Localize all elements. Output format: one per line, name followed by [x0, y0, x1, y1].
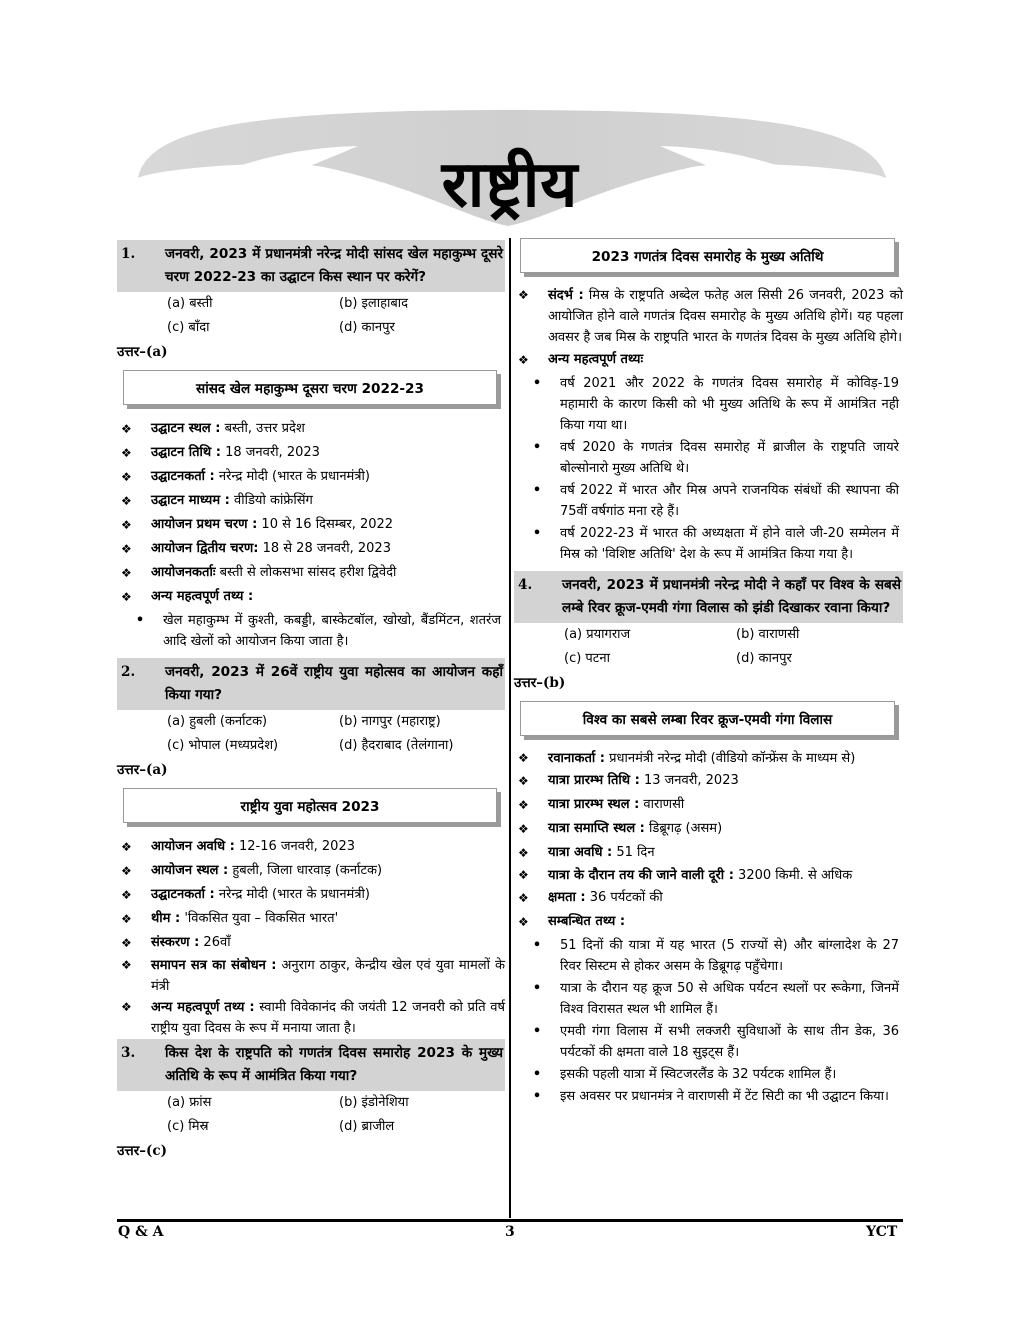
- list-item: ❖ आयोजन स्थल : हुबली, जिला धारवाड़ (कर्नाटक): [117, 859, 505, 883]
- diamond-bullet-icon: ❖: [121, 542, 132, 556]
- question-number: 4.: [518, 577, 533, 593]
- diamond-bullet-icon: ❖: [121, 446, 132, 460]
- list-item: ❖ सम्बन्धित तथ्य :: [514, 910, 903, 934]
- diamond-bullet-icon: ❖: [121, 1000, 132, 1014]
- list-item: ❖ यात्रा प्रारम्भ स्थल : वाराणसी: [514, 793, 903, 817]
- option-a: (a) फ्रांस: [167, 1095, 212, 1110]
- option-c: (c) भोपाल (मध्यप्रदेश): [167, 738, 279, 753]
- option-b: (b) वाराणसी: [736, 627, 800, 642]
- question-4-options: [514, 623, 903, 671]
- question-text: जनवरी, 2023 में प्रधानमंत्री नरेन्द्र मोदी ने कहाँ पर विश्व के सबसे लम्बे रिवर क्रूज-एमवी गंगा विलास को झंडी दिखाकर रवाना किया?: [562, 577, 901, 616]
- dot-bullet-icon: •: [532, 938, 542, 953]
- left-column: [117, 240, 505, 1165]
- list-item: ❖ थीम : 'विकसित युवा – विकसित भारत': [117, 907, 505, 931]
- list-item: ❖ रवानाकर्ता : प्रधानमंत्री नरेन्द्र मोदी (वीडियो कॉन्फ्रेंस के माध्यम से): [514, 748, 903, 769]
- diamond-bullet-icon: ❖: [121, 494, 132, 508]
- list-item: ❖ यात्रा के दौरान तय की जाने वाली दूरी : 3200 किमी. से अधिक: [514, 865, 903, 886]
- option-a: (a) हुबली (कर्नाटक): [167, 714, 268, 729]
- answer: उत्तर–(a): [117, 762, 168, 778]
- sub-bullet: • एमवी गंगा विलास में सभी लक्जरी सुविधाओं के साथ तीन डेक, 36 पर्यटकों की क्षमता वाले 18 सुइट्स हैं।: [514, 1021, 903, 1063]
- dot-bullet-icon: •: [532, 483, 542, 498]
- diamond-bullet-icon: ❖: [518, 915, 529, 929]
- dot-bullet-icon: •: [532, 1024, 542, 1039]
- list-item: ❖ उद्घाटनकर्ता : नरेन्द्र मोदी (भारत के प्रधानमंत्री): [117, 883, 505, 907]
- list-item: ❖ उद्घाटन तिथि : 18 जनवरी, 2023: [117, 441, 505, 465]
- diamond-bullet-icon: ❖: [518, 751, 529, 765]
- dot-bullet-icon: •: [532, 981, 542, 996]
- sub-bullet: • खेल महाकुम्भ में कुश्ती, कबड्डी, बास्केटबॉल, खोखो, बैंडमिंटन, शतरंज आदि खेलों को आयोजन किया जाता है।: [117, 610, 505, 652]
- option-b: (b) इलाहाबाद: [339, 296, 409, 311]
- right-column: [514, 240, 903, 1107]
- list-item: ❖ संदर्भ : मिस्र के राष्ट्रपति अब्देल फतेह अल सिसी 26 जनवरी, 2023 को आयोजित होने वाले गणतंत्र दिवस समारोह के मुख्य अतिथि होगें। यह पहला अवसर है जब मिस्र के राष्ट्रपति भारत के गणतंत्र दिवस के मुख्य अतिथि होगे।: [514, 285, 903, 348]
- diamond-bullet-icon: ❖: [121, 958, 132, 972]
- section-heading: राष्ट्रीय युवा महोत्सव 2023: [123, 788, 497, 823]
- question-number: 2.: [121, 664, 136, 680]
- info-list: [514, 748, 903, 1107]
- question-number: 3.: [121, 1045, 136, 1061]
- answer: उत्तर–(b): [514, 675, 566, 691]
- info-list: [514, 285, 903, 565]
- list-item: ❖ आयोजनकर्ताः बस्ती से लोकसभा सांसद हरीश द्विवेदी: [117, 561, 505, 585]
- question-2-options: [117, 710, 505, 758]
- question-4: [514, 571, 903, 623]
- option-a: (a) प्रयागराज: [564, 627, 631, 642]
- diamond-bullet-icon: ❖: [121, 936, 132, 950]
- sub-bullet: • इसकी पहली यात्रा में स्विटजरलैंड के 32 पर्यटक शामिल हैं।: [514, 1064, 903, 1085]
- sub-bullet: • वर्ष 2021 और 2022 के गणतंत्र दिवस समारोह में कोविड़-19 महामारी के कारण किसी को भी मुख्य अतिथि के रूप में आमंत्रित नही किया गया था।: [514, 373, 903, 436]
- diamond-bullet-icon: ❖: [518, 774, 529, 788]
- dot-bullet-icon: •: [532, 1067, 542, 1082]
- info-list: [117, 417, 505, 652]
- page-number: 3: [505, 1224, 515, 1240]
- option-b: (b) नागपुर (महाराष्ट्र): [339, 714, 441, 729]
- question-text: किस देश के राष्ट्रपति को गणतंत्र दिवस समारोह 2023 के मुख्य अतिथि के रूप में आमंत्रित किया गया?: [165, 1045, 503, 1084]
- dot-bullet-icon: •: [532, 1089, 542, 1104]
- diamond-bullet-icon: ❖: [518, 822, 529, 836]
- diamond-bullet-icon: ❖: [518, 846, 529, 860]
- list-item: ❖ उद्घाटन माध्यम : वीडियो कांफ्रेसिंग: [117, 489, 505, 513]
- list-item: ❖ यात्रा समाप्ति स्थल : डिब्रूगढ़ (असम): [514, 817, 903, 841]
- option-c: (c) मिस्र: [167, 1119, 209, 1134]
- list-item: ❖ आयोजन द्वितीय चरण: 18 से 28 जनवरी, 2023: [117, 537, 505, 561]
- diamond-bullet-icon: ❖: [518, 353, 529, 367]
- list-item: ❖ आयोजन अवधि : 12-16 जनवरी, 2023: [117, 835, 505, 859]
- sub-bullet: • इस अवसर पर प्रधानमंत्र ने वाराणसी में टेंट सिटी का भी उद्घाटन किया।: [514, 1086, 903, 1107]
- list-item: ❖ क्षमता : 36 पर्यटकों की: [514, 886, 903, 910]
- dot-bullet-icon: •: [135, 613, 145, 628]
- list-item: ❖ अन्य महत्वपूर्ण तथ्यः: [514, 348, 903, 372]
- sub-bullet: • यात्रा के दौरान यह क्रूज 50 से अधिक पर्यटन स्थलों पर रूकेगा, जिनमें विश्व विरासत स्थल भी शामिल हैं।: [514, 978, 903, 1020]
- option-d: (d) ब्राजील: [339, 1119, 395, 1134]
- answer: उत्तर–(c): [117, 1143, 167, 1159]
- diamond-bullet-icon: ❖: [121, 470, 132, 484]
- question-1: [117, 240, 505, 292]
- diamond-bullet-icon: ❖: [121, 566, 132, 580]
- option-d: (d) कानपुर: [339, 320, 395, 335]
- sub-bullet: • वर्ष 2022-23 में भारत की अध्यक्षता में होने वाले जी-20 सम्मेलन में मिस्र को 'विशिष्ट अतिथि' देश के रूप में आमंत्रित किया गया है।: [514, 523, 903, 565]
- list-item: ❖ उद्घाटन स्थल : बस्ती, उत्तर प्रदेश: [117, 417, 505, 441]
- list-item: ❖ अन्य महत्वपूर्ण तथ्य :: [117, 585, 505, 609]
- question-2: [117, 658, 505, 710]
- question-1-options: [117, 292, 505, 340]
- footer-left: Q & A: [118, 1224, 164, 1240]
- answer: उत्तर–(a): [117, 344, 168, 360]
- info-list: [117, 835, 505, 1039]
- diamond-bullet-icon: ❖: [518, 868, 529, 882]
- list-item: ❖ उद्घाटनकर्ता : नरेन्द्र मोदी (भारत के प्रधानमंत्री): [117, 465, 505, 489]
- dot-bullet-icon: •: [532, 376, 542, 391]
- section-heading: 2023 गणतंत्र दिवस समारोह के मुख्य अतिथि: [520, 238, 895, 273]
- diamond-bullet-icon: ❖: [518, 798, 529, 812]
- diamond-bullet-icon: ❖: [121, 840, 132, 854]
- list-item: ❖ यात्रा अवधि : 51 दिन: [514, 841, 903, 865]
- option-c: (c) बाँदा: [167, 320, 210, 335]
- question-text: जनवरी, 2023 में 26वें राष्ट्रीय युवा महोत्सव का आयोजन कहाँ किया गया?: [165, 664, 503, 703]
- footer-right: YCT: [866, 1224, 898, 1240]
- question-3: [117, 1039, 505, 1091]
- footer-rule: [117, 1219, 903, 1222]
- option-b: (b) इंडोनेशिया: [339, 1095, 409, 1110]
- diamond-bullet-icon: ❖: [518, 288, 529, 302]
- diamond-bullet-icon: ❖: [121, 864, 132, 878]
- option-a: (a) बस्ती: [167, 296, 213, 311]
- option-c: (c) पटना: [564, 651, 610, 666]
- list-item: ❖ आयोजन प्रथम चरण : 10 से 16 दिसम्बर, 2022: [117, 513, 505, 537]
- diamond-bullet-icon: ❖: [121, 590, 132, 604]
- dot-bullet-icon: •: [532, 526, 542, 541]
- question-number: 1.: [121, 246, 136, 262]
- list-item: ❖ यात्रा प्रारम्भ तिथि : 13 जनवरी, 2023: [514, 769, 903, 793]
- question-text: जनवरी, 2023 में प्रधानमंत्री नरेन्द्र मोदी सांसद खेल महाकुम्भ दूसरे चरण 2022-23 का उद्घाटन किस स्थान पर करेगें?: [165, 246, 503, 285]
- sub-bullet: • वर्ष 2022 में भारत और मिस्र अपने राजनयिक संबंधों की स्थापना की 75वीं वर्षगांठ मना रहे हैं।: [514, 480, 903, 522]
- section-heading: विश्व का सबसे लम्बा रिवर क्रूज-एमवी गंगा विलास: [520, 701, 895, 736]
- list-item: ❖ अन्य महत्वपूर्ण तथ्य : स्वामी विवेकानंद की जयंती 12 जनवरी को प्रति वर्ष राष्ट्रीय युवा दिवस के रूप में मनाया जाता है।: [117, 997, 505, 1039]
- diamond-bullet-icon: ❖: [121, 518, 132, 532]
- diamond-bullet-icon: ❖: [121, 422, 132, 436]
- page-title: राष्ट्रीय: [441, 148, 579, 222]
- option-d: (d) हैदराबाद (तेलंगाना): [339, 738, 454, 753]
- list-item: ❖ समापन सत्र का संबोधन : अनुराग ठाकुर, केन्द्रीय खेल एवं युवा मामलों के मंत्री: [117, 955, 505, 997]
- diamond-bullet-icon: ❖: [121, 888, 132, 902]
- question-3-options: [117, 1091, 505, 1139]
- option-d: (d) कानपुर: [736, 651, 792, 666]
- diamond-bullet-icon: ❖: [121, 912, 132, 926]
- sub-bullet: • वर्ष 2020 के गणतंत्र दिवस समारोह में ब्राजील के राष्ट्रपति जायरे बोल्सोनारो मुख्य अतिथि थे।: [514, 437, 903, 479]
- sub-bullet: • 51 दिनों की यात्रा में यह भारत (5 राज्यों से) और बांग्लादेश के 27 रिवर सिस्टम से होकर असम के डिब्रूगढ़ पहुँचेगा।: [514, 935, 903, 977]
- diamond-bullet-icon: ❖: [518, 891, 529, 905]
- list-item: ❖ संस्करण : 26वाँ: [117, 931, 505, 955]
- section-heading: सांसद खेल महाकुम्भ दूसरा चरण 2022-23: [123, 370, 497, 405]
- dot-bullet-icon: •: [532, 440, 542, 455]
